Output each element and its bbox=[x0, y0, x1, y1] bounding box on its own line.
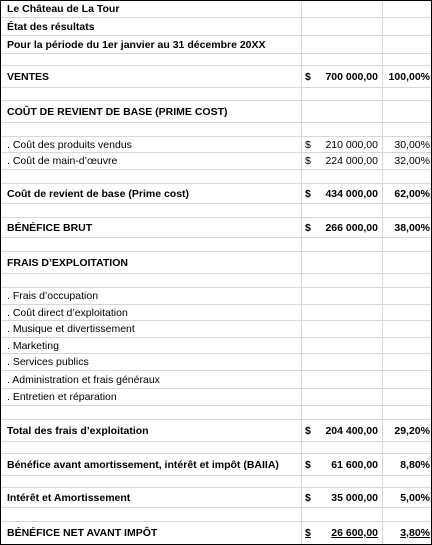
amount-value: 61 600,00 bbox=[331, 458, 378, 471]
row-label: . Entretien et réparation bbox=[7, 391, 117, 403]
row-label: COÛT DE REVIENT DE BASE (PRIME COST) bbox=[7, 105, 228, 118]
row-label: . Marketing bbox=[7, 339, 59, 352]
row-label: VENTES bbox=[7, 70, 50, 83]
list-item-frais bbox=[1, 338, 431, 354]
row-label: . Coût des produits vendus bbox=[7, 138, 132, 151]
row-label: Intérêt et Amortissement bbox=[7, 491, 131, 504]
percent-cell bbox=[382, 522, 432, 544]
percent-cell: 32,00% bbox=[394, 155, 430, 167]
blank-row bbox=[1, 442, 431, 454]
table-row-benefice-net bbox=[1, 522, 431, 544]
section-heading-frais bbox=[1, 252, 431, 274]
amount-value: 700 000,00 bbox=[325, 70, 378, 83]
row-label: BÉNÉFICE NET AVANT IMPÔT bbox=[7, 527, 158, 539]
blank-row bbox=[1, 274, 431, 288]
row-label: . Musique et divertissement bbox=[7, 323, 135, 335]
row-label: Bénéfice avant amortissement, intérêt et impôt (BAIIA) bbox=[7, 458, 279, 471]
list-item-frais bbox=[1, 371, 431, 389]
blank-row bbox=[1, 476, 431, 488]
blank-row bbox=[1, 123, 431, 137]
row-label: Total des frais d’exploitation bbox=[7, 424, 149, 437]
amount-cell bbox=[301, 184, 381, 203]
amount-value: 434 000,00 bbox=[325, 187, 378, 200]
blank-row bbox=[1, 170, 431, 184]
blank-row bbox=[1, 406, 431, 420]
percent-value: 3,80% bbox=[400, 527, 430, 539]
list-item-frais bbox=[1, 389, 431, 406]
section-heading-cout bbox=[1, 101, 431, 123]
amount-value: 26 600,00 bbox=[331, 527, 378, 539]
percent-cell: 29,20% bbox=[394, 424, 430, 437]
row-label: . Frais d’occupation bbox=[7, 290, 99, 302]
row-label: . Coût de main-d’œuvre bbox=[7, 155, 118, 167]
statement-title: État des résultats bbox=[7, 20, 95, 33]
blank-row bbox=[1, 88, 431, 101]
currency-symbol: $ bbox=[305, 458, 311, 471]
currency-symbol: $ bbox=[305, 155, 311, 167]
amount-value: 35 000,00 bbox=[331, 491, 378, 504]
amount-value: 266 000,00 bbox=[325, 221, 378, 234]
amount-cell bbox=[301, 488, 381, 507]
currency-symbol: $ bbox=[305, 70, 311, 83]
currency-symbol: $ bbox=[305, 424, 311, 437]
currency-symbol: $ bbox=[305, 138, 311, 151]
company-name: Le Château de La Tour bbox=[7, 3, 120, 15]
amount-cell bbox=[301, 66, 381, 87]
table-row-cout-main bbox=[1, 153, 431, 170]
table-row-baiia bbox=[1, 454, 431, 476]
amount-cell bbox=[301, 420, 381, 441]
row-label: Coût de revient de base (Prime cost) bbox=[7, 187, 190, 200]
table-row-frais-total bbox=[1, 420, 431, 442]
blank-row bbox=[1, 508, 431, 522]
percent-cell: 5,00% bbox=[400, 491, 430, 504]
header-period-row bbox=[1, 36, 431, 54]
list-item-frais bbox=[1, 321, 431, 338]
percent-cell: 62,00% bbox=[394, 187, 430, 200]
percent-cell: 30,00% bbox=[394, 138, 430, 151]
blank-row bbox=[1, 204, 431, 218]
row-label: . Administration et frais généraux bbox=[7, 373, 160, 386]
currency-symbol: $ bbox=[305, 527, 311, 539]
row-label: BÉNÉFICE BRUT bbox=[7, 221, 93, 234]
table-row-cout-produits bbox=[1, 137, 431, 153]
header-statement-row bbox=[1, 18, 431, 36]
table-row-benefice-brut bbox=[1, 218, 431, 238]
percent-cell: 100,00% bbox=[388, 70, 430, 83]
currency-symbol: $ bbox=[305, 221, 311, 234]
period-text: Pour la période du 1er janvier au 31 décembre 20XX bbox=[7, 38, 266, 51]
amount-cell bbox=[301, 522, 381, 544]
amount-value: 204 400,00 bbox=[325, 424, 378, 437]
percent-cell: 38,00% bbox=[394, 221, 430, 234]
list-item-frais bbox=[1, 354, 431, 371]
row-label: . Coût direct d’exploitation bbox=[7, 306, 128, 319]
amount-cell bbox=[301, 218, 381, 237]
list-item-frais bbox=[1, 288, 431, 305]
row-label: FRAIS D’EXPLOITATION bbox=[7, 256, 128, 269]
amount-cell bbox=[301, 153, 381, 169]
blank-row bbox=[1, 54, 431, 66]
currency-symbol: $ bbox=[305, 187, 311, 200]
row-label: . Services publics bbox=[7, 356, 89, 368]
blank-row bbox=[1, 238, 431, 252]
currency-symbol: $ bbox=[305, 491, 311, 504]
table-row-cout-total bbox=[1, 184, 431, 204]
amount-value: 210 000,00 bbox=[325, 138, 378, 151]
amount-cell bbox=[301, 454, 381, 475]
list-item-frais bbox=[1, 305, 431, 321]
amount-cell bbox=[301, 137, 381, 152]
table-row-ventes bbox=[1, 66, 431, 88]
table-row-interet bbox=[1, 488, 431, 508]
percent-cell: 8,80% bbox=[400, 458, 430, 471]
amount-value: 224 000,00 bbox=[325, 155, 378, 167]
header-company-row bbox=[1, 1, 431, 18]
